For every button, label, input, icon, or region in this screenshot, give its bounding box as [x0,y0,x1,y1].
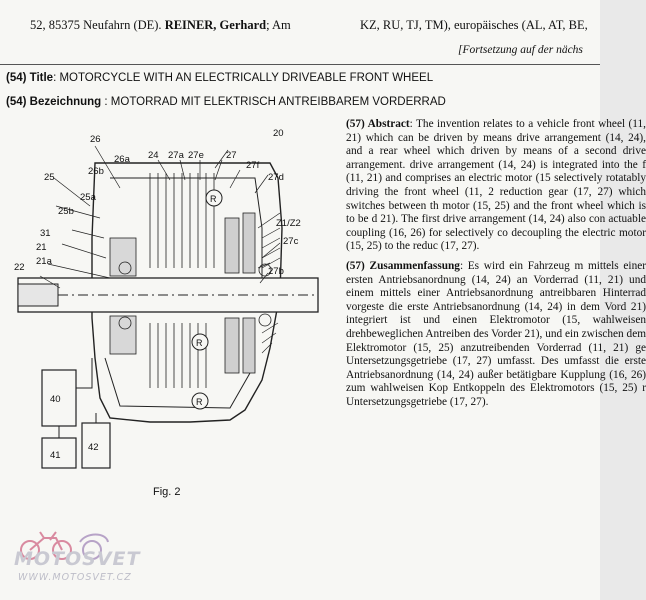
label-26b: 26b [88,166,104,177]
label-21a: 21a [36,256,52,267]
label-26: 26 [90,134,101,145]
divider-top [0,64,600,65]
label-22: 22 [14,262,25,273]
figure-caption: Fig. 2 [153,486,181,498]
patent-drawing-fig2 [0,118,340,508]
label-41: 41 [50,450,61,461]
header-applicant [30,18,291,33]
label-27b: 27b [268,266,284,277]
abstract-column [346,118,646,415]
header-continuation-note: [Fortsetzung auf der nächs [458,44,583,56]
title-de [6,96,446,108]
watermark-brand: MOTOSVET [14,548,141,570]
label-31: 31 [40,228,51,239]
header-inventor-name: REINER, Gerhard [164,18,267,32]
label-26a: 26a [114,154,130,165]
label-27e: 27e [188,150,204,161]
label-20: 20 [273,128,284,139]
label-27d: 27d [268,172,284,183]
zusammenfassung-code: (57) Zusammenfassung [346,259,460,272]
label-42: 42 [88,442,99,453]
header-address: 52, 85375 Neufahrn (DE). [30,18,162,32]
title-code: (54) Title [6,72,54,84]
label-27f: 27f [246,160,260,171]
label-27a: 27a [168,150,184,161]
title-text: : MOTORCYCLE WITH AN ELECTRICALLY DRIVEABLE FRONT WHEEL [53,72,434,84]
label-24: 24 [148,150,159,161]
zusammenfassung-text: : Es wird ein Fahrzeug m mittels einer ersten Antriebsanordnung (14, 24) an Vorderrad (11, 21) und einem mittels einer Antriebsanordnung antreibbaren Hinterrad vorgeste die erste Antriebsanordnung (14, 24) in dem Vord 21) integriert ist und einen Elektromotor (15, wahlweisen drehbeweglichen Antreiben des Vorder 21), und ein zwischen dem Elektromotor (15, 25) anzutreibenden Vorderrad (11, 21) ge Untersetzungsgetriebe (17, 27) umfasst. Des umfasst die erste Antriebsanordnung (14, 24) außer betätigbare Kupplung (16, 26) zum wahlweisen Kop Entkoppeln des Elektromotors (15, 25) r Untersetzungsgetriebe (17, 27). [346,259,646,408]
abstract-en [346,118,646,254]
abstract-code: (57) Abstract [346,118,410,130]
label-25a: 25a [80,192,96,203]
label-40: 40 [50,394,61,405]
watermark-url: WWW.MOTOSVET.CZ [18,572,132,583]
bezeichnung-code: (54) Bezeichnung [6,96,102,108]
label-25b: 25b [58,206,74,217]
label-25: 25 [44,172,55,183]
label-27: 27 [226,150,237,161]
label-z1z2: Z1/Z2 [276,218,301,229]
bezeichnung-text: : MOTORRAD MIT ELEKTRISCH ANTREIBBAREM VORDERRAD [101,96,446,108]
label-27c: 27c [283,236,299,247]
label-r2: R [196,338,203,348]
label-21: 21 [36,242,47,253]
abstract-de [346,260,646,410]
header-designated-states: KZ, RU, TJ, TM), europäisches (AL, AT, BE, [360,18,588,32]
label-r3: R [196,397,203,407]
header-suffix: ; Am [266,18,291,32]
label-r1: R [210,194,217,204]
abstract-text: : The invention relates to a vehicle front wheel (11, 21) which can be driven by means drive arrangement (14, 24), and a rear wheel which driven by means of a second drive arrangement. drive arrangement (14, 24) is integrated into the f (11, 21) and comprises an electric motor (15 selectively rotatably driving the front wheel (11, 2 reduction gear (17, 27) which switches between th motor (15, 25) and the front wheel which is to be d 21). The first drive arrangement (14, 24) also con actuable coupling (16, 26) for selectively co decoupling the electric motor (15, 25) to the reduc (17, 27). [346,118,646,253]
title-en [6,72,433,84]
